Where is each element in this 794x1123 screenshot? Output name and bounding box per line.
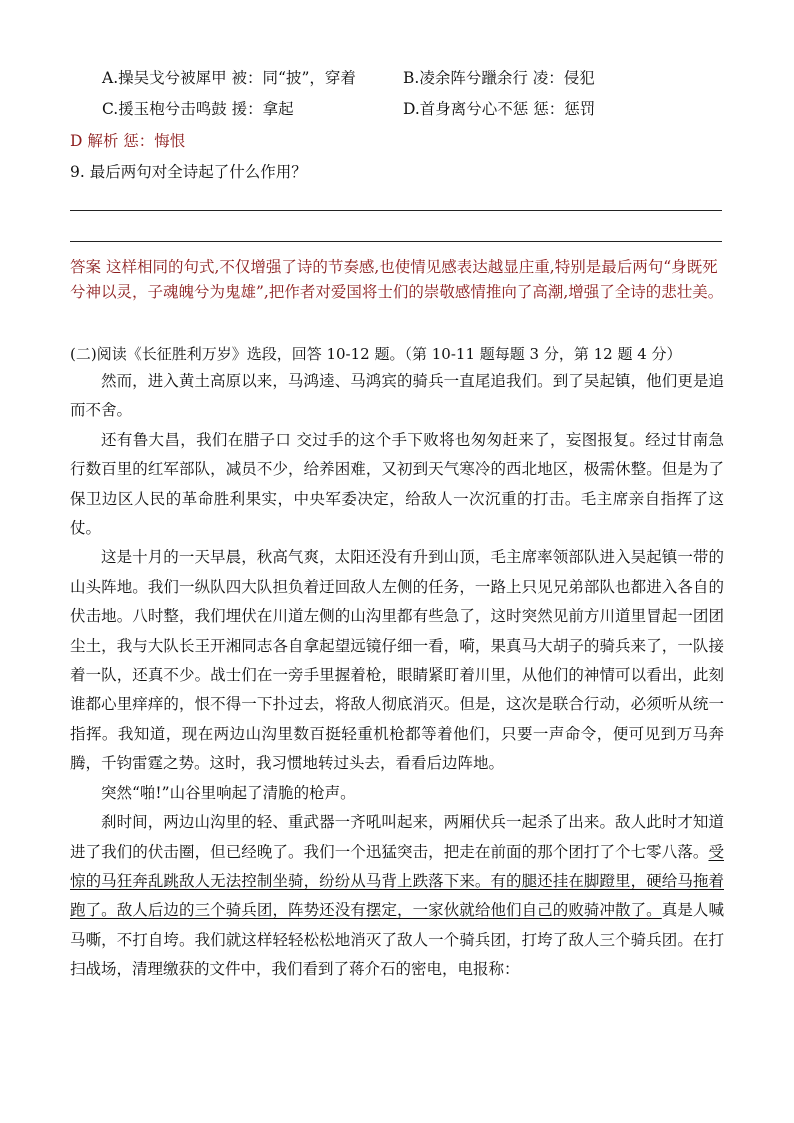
option-d: D.首身离兮心不惩 惩：惩罚 bbox=[403, 100, 596, 118]
option-a: A.操吴戈兮被犀甲 被：同“披”，穿着 bbox=[102, 69, 356, 87]
p5-before: 刹时间，两边山沟里的轻、重武器一齐吼叫起来，两厢伏兵一起杀了出来。敌人此时才知道进了我们的伏击圈，但已经晚了。我们一个迅猛突击，把走在前面的那个团打了个七零八落。 bbox=[70, 813, 724, 861]
section-heading: (二)阅读《长征胜利万岁》选段，回答 10-12 题。（第 10-11 题每题 3 分，第 12 题 4 分） bbox=[70, 345, 682, 363]
paragraph-3: 这是十月的一天早晨，秋高气爽，太阳还没有升到山顶，毛主席率领部队进入吴起镇一带的山头阵地。我们一纵队四大队担负着迂回敌人左侧的任务，一路上只见兄弟部队也都进入各自的伏击地。八时整，我们埋伏在川道左侧的山沟里都有些急了，这时突然见前方川道里冒起一团团尘土，我与大队长王开湘同志各自拿起望远镜仔细一看，嗬，果真马大胡子的骑兵来了，一队接着一队，还真不少。战士们在一旁手里握着枪，眼睛紧盯着川里，从他们的神情可以看出，此刻谁都心里痒痒的，恨不得一下扑过去，将敌人彻底消灭。但是，这次是联合行动，必须听从统一指挥。我知道，现在两边山沟里数百挺轻重机枪都等着他们，只要一声命令，便可见到万马奔腾，千钧雷霆之势。这时，我习惯地转过头去，看看后边阵地。 bbox=[70, 548, 724, 773]
answer-label: 答案 bbox=[70, 258, 102, 276]
q9-answer bbox=[70, 255, 724, 305]
q9-text: 9. 最后两句对全诗起了什么作用？ bbox=[70, 163, 307, 181]
paragraph-4: 突然“啪!”山谷里响起了清脆的枪声。 bbox=[101, 783, 356, 802]
p5-after: 真是人喊马嘶，不打自垮。我们就这样轻轻松松地消灭了敌人一个骑兵团，打垮了敌人三个骑兵团。在打扫战场，清理缴获的文件中，我们看到了蒋介石的密电，电报称： bbox=[70, 901, 724, 979]
option-b: B.凌余阵兮躐余行 凌：侵犯 bbox=[403, 69, 595, 87]
option-c: C.援玉枹兮击鸣鼓 援：拿起 bbox=[102, 100, 294, 118]
paragraph-1: 然而，进入黄土高原以来，马鸿逵、马鸿宾的骑兵一直尾追我们。到了吴起镇，他们更是追而不舍。 bbox=[70, 372, 724, 420]
q8-analysis: D 解析 惩：悔恨 bbox=[70, 132, 186, 150]
answer-line-1 bbox=[70, 210, 722, 211]
paragraph-5 bbox=[70, 808, 724, 984]
p5-underlined: 受惊的马狂奔乱跳敌人无法控制坐骑，纷纷从马背上跌落下来。有的腿还挂在脚蹬里，硬给马拖着跑了。敌人后边的三个骑兵团，阵势还没有摆定，一家伙就给他们自己的败骑冲散了。 bbox=[70, 842, 724, 920]
passage bbox=[70, 367, 724, 985]
answer-line-2 bbox=[70, 241, 722, 242]
paragraph-2: 还有鲁大昌，我们在腊子口 交过手的这个手下败将也匆匆赶来了，妄图报复。经过甘南急行数百里的红军部队，减员不少，给养困难，又初到天气寒冷的西北地区，极需休整。但是为了保卫边区人民的革命胜利果实，中央军委决定，给敌人一次沉重的打击。毛主席亲自指挥了这仗。 bbox=[70, 430, 724, 538]
answer-text: 这样相同的句式,不仅增强了诗的节奏感,也使情见感表达越显庄重,特别是最后两句“身既死兮神以灵，子魂魄兮为鬼雄”,把作者对爱国将士们的崇敬感情推向了高潮,增强了全诗的悲壮美。 bbox=[70, 258, 724, 301]
